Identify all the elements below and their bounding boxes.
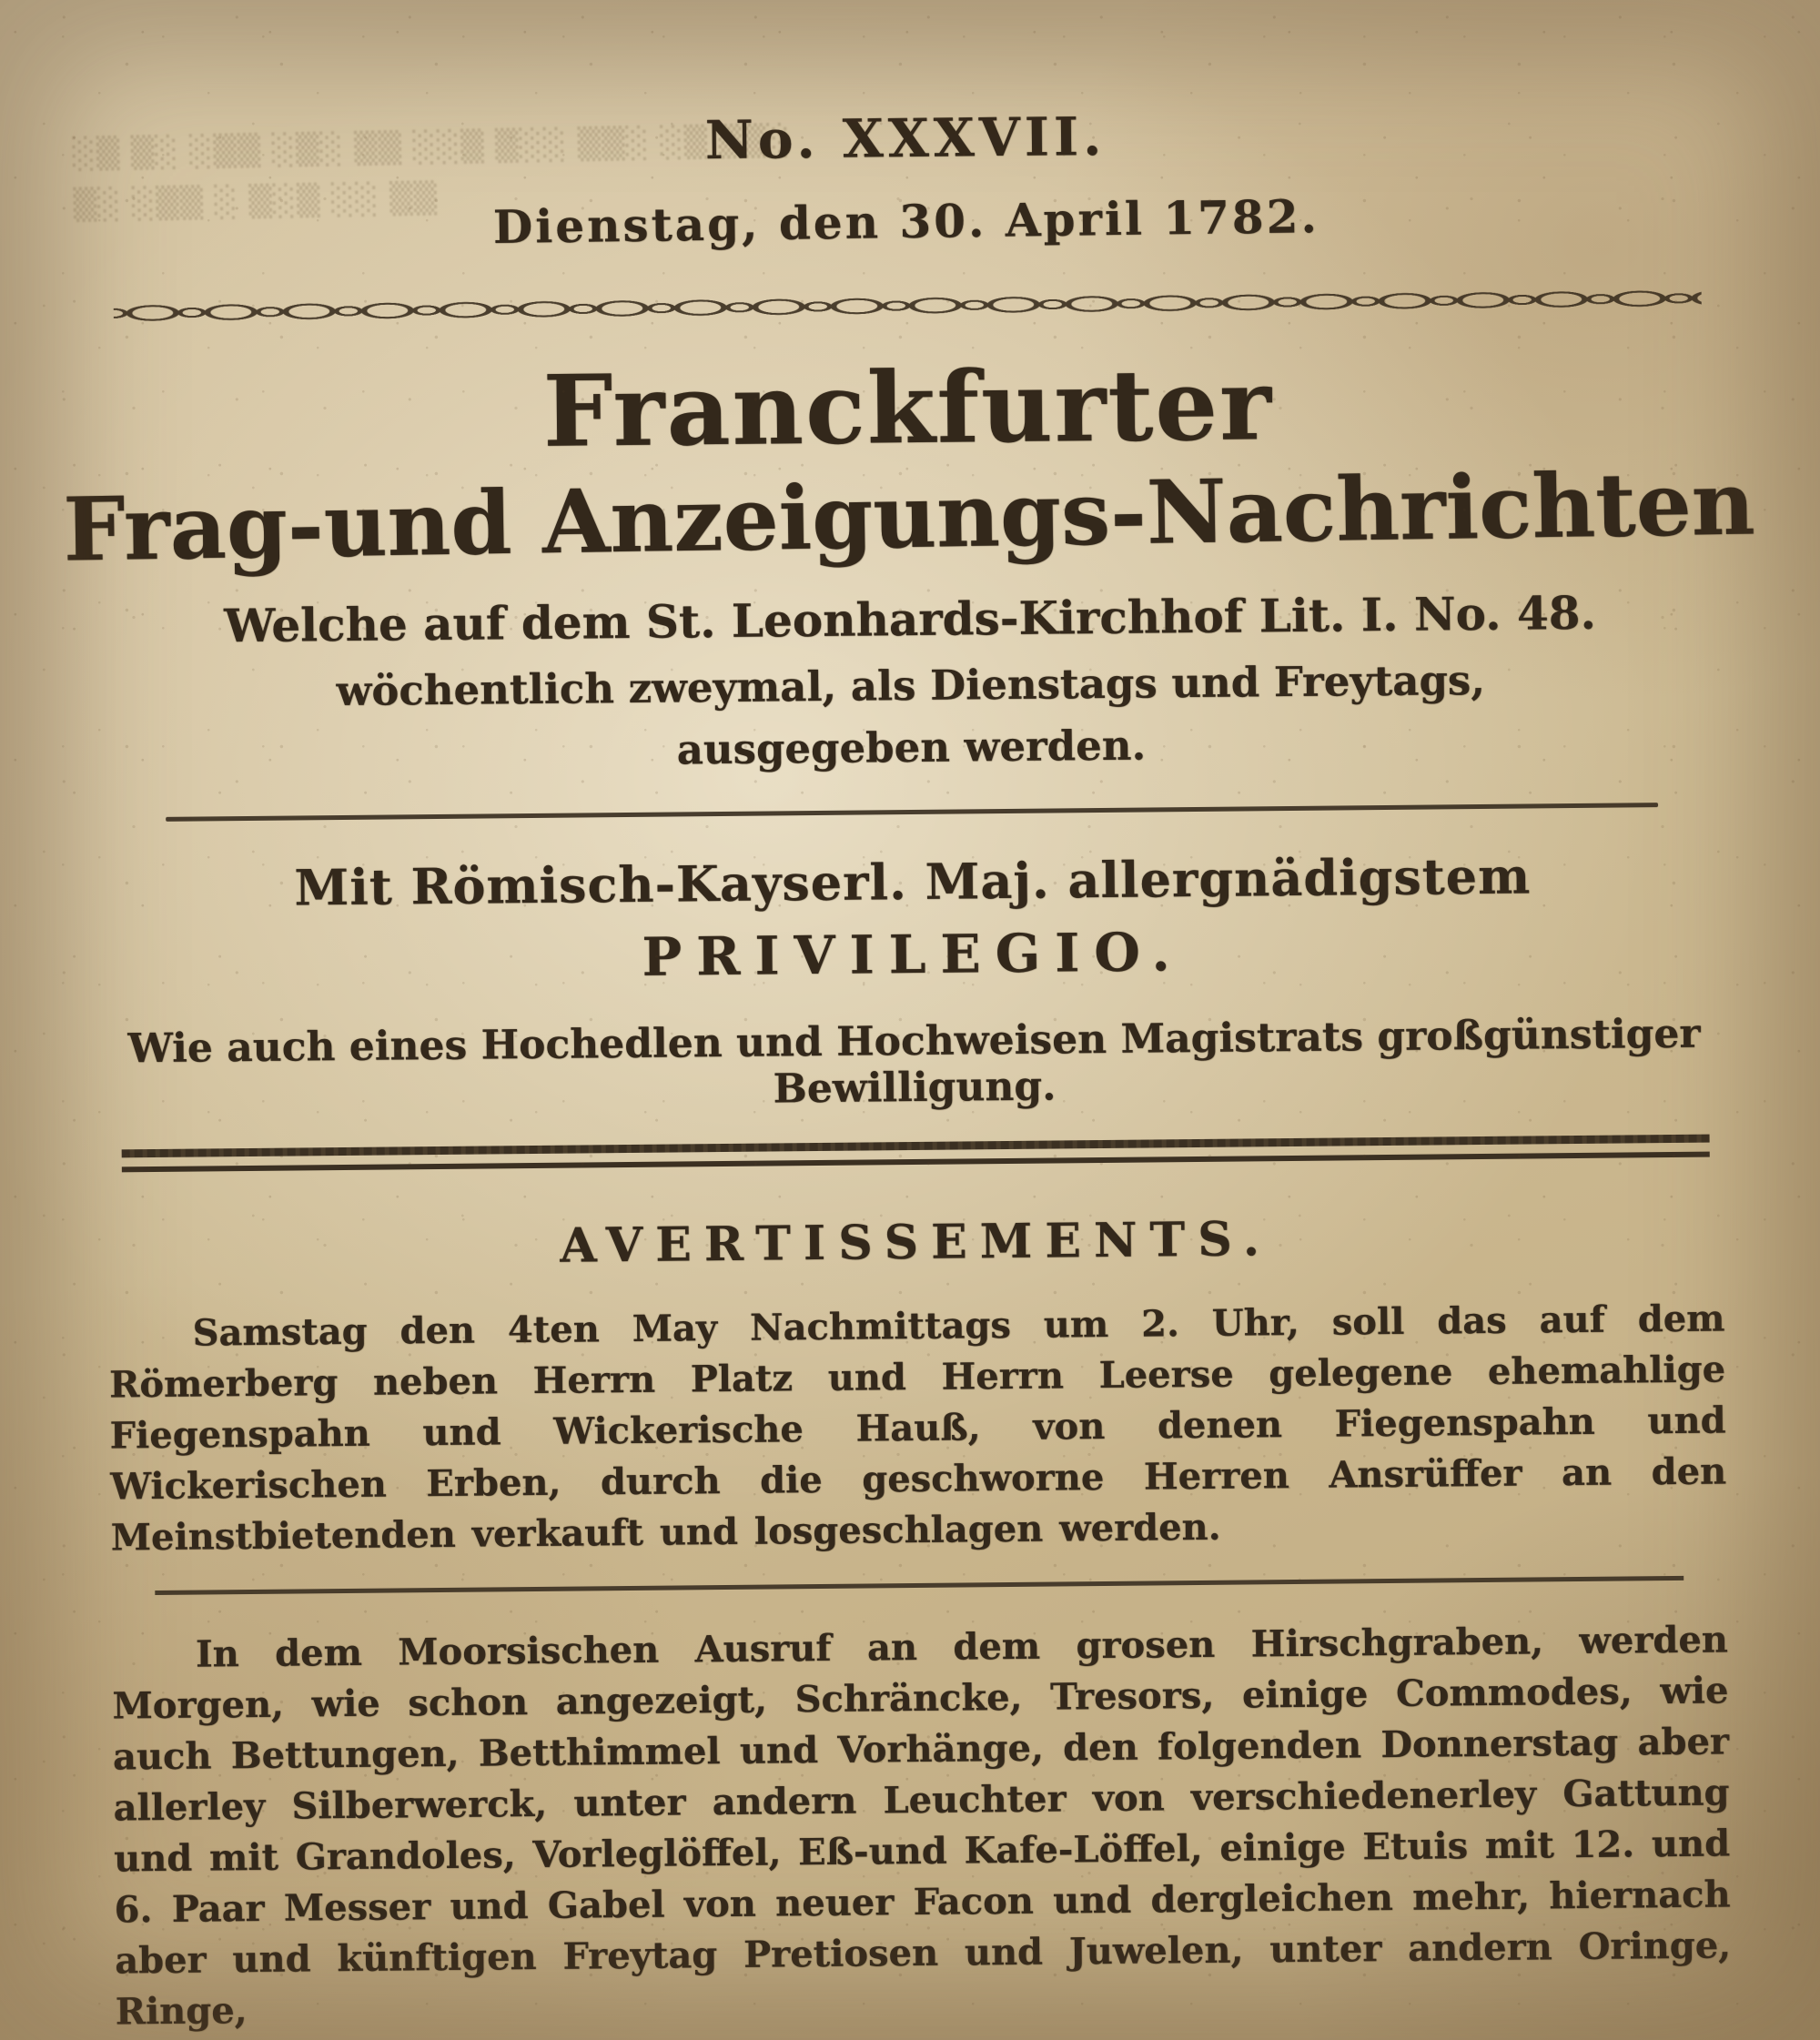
divider-rule-between-articles [155,1576,1684,1595]
divider-rule-upper [166,803,1658,822]
masthead-title-line1: Franckfurter [542,348,1274,470]
privilege-line2: PRIVILEGIO. [642,921,1185,989]
masthead-subtitle-line3: ausgegeben werden. [676,721,1147,774]
article-text: Samstag den 4ten May Nachmittags um 2. Uhr, soll das auf dem Römerberg neben Herrn Platz und Herrn Leerse gelegene ehemahlige Fiegenspahn und Wickerische Hauß, von denen Fiegenspahn und Wickerischen Erben, durch die geschworne Herren Ansrüffer an den Meinstbietenden verkauft und losgeschlagen werden. [108,1297,1727,1560]
article-moorsische-ausruf [112,1615,1732,2038]
privilege-line3: Wie auch eines Hochedlen und Hochweisen Magistrats großgünstiger Bewilligung. [127,1011,1701,1113]
masthead-subtitle-line1: Welche auf dem St. Leonhards-Kirchhof Lit. I. No. 48. [223,585,1597,653]
article-auction-roemerberg [108,1294,1727,1564]
masthead-title-line2: Frag-und Anzeigungs-Nachrichten [62,451,1756,581]
privilege-line1: Mit Römisch-Kayserl. Maj. allergnädigstem [294,846,1532,917]
ornamental-rule-top [113,283,1701,329]
verso-showthrough: ░▒ ▒░ ░▒▒ ░▒░ ▒▒ ░░▒ ▒░░ ▒▒░ ░▒ ▒▒░ ▒░ ░▒▒ ░ ▒░▒ ░░ ▒▒ [72,122,792,223]
issue-number: No. XXXVII. [704,105,1107,172]
masthead-subtitle-line2: wöchentlich zweymal, als Dienstags und Freytags, [336,656,1486,716]
section-heading-avertissements: AVERTISSEMENTS. [560,1211,1273,1275]
issue-date: Dienstag, den 30. April 1782. [492,189,1320,254]
article-text: In dem Moorsischen Ausruf an dem grosen Hirschgraben, werden Morgen, wie schon angezeigt, Schräncke, Tresors, einige Commodes, wie auch Bettungen, Betthimmel und Vorhänge, den folgenden Donnerstag aber allerley Silberwerck, unter andern Leuchter von verschiedenerley Gattung und mit Grandoles, Vorleglöffel, Eß-und Kafe-Löffel, einige Etuis mit 12. und 6. Paar Messer und Gabel von neuer Facon und dergleichen mehr, hiernach aber und künftigen Freytag Pretiosen und Juwelen, unter andern Oringe, Ringe, [112,1618,1732,2034]
divider-rule-double [121,1135,1709,1174]
